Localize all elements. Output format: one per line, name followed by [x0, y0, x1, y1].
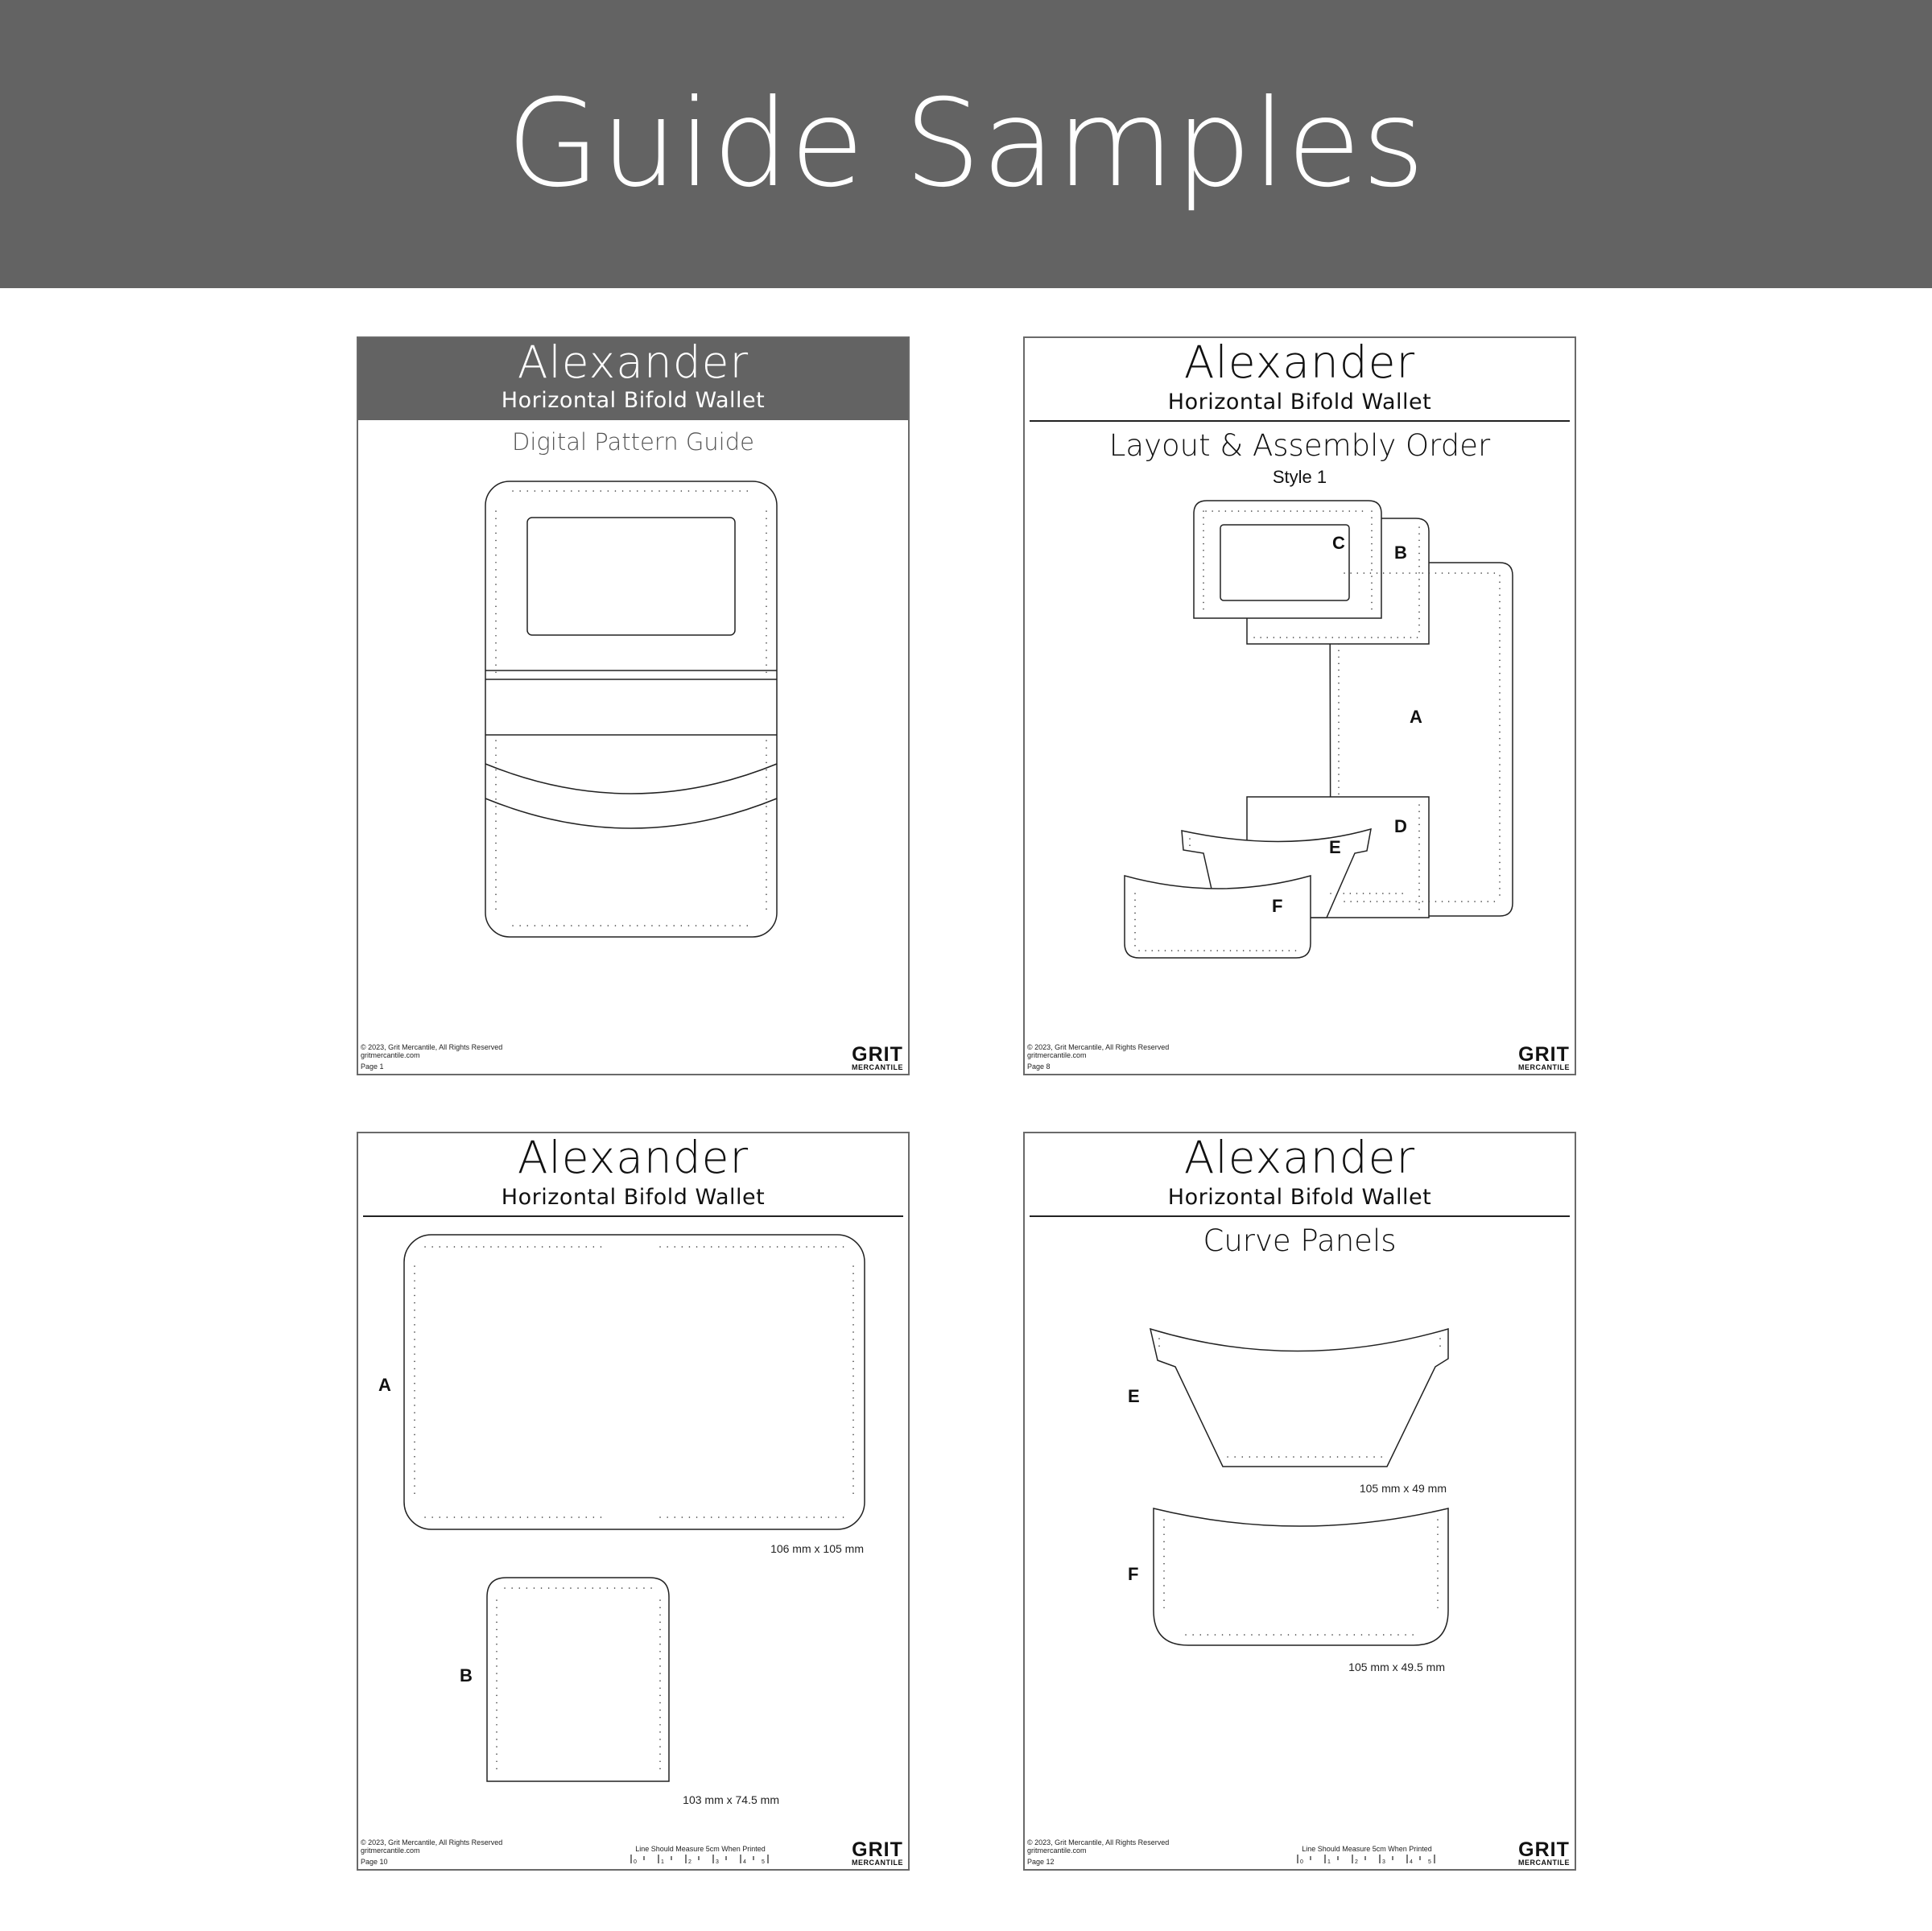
grit-logo: GRIT MERCANTILE — [852, 1043, 903, 1071]
svg-text:4: 4 — [1410, 1859, 1413, 1864]
page-subtitle: Horizontal Bifold Wallet — [501, 388, 766, 413]
svg-text:2: 2 — [688, 1859, 691, 1864]
svg-text:4: 4 — [743, 1859, 746, 1864]
guide-page-1 — [357, 336, 910, 1075]
piece-label-a: A — [378, 1375, 391, 1395]
svg-text:3: 3 — [716, 1859, 719, 1864]
section-subtitle: Style 1 — [1272, 467, 1327, 487]
svg-text:5: 5 — [762, 1859, 765, 1864]
piece-label-d: D — [1394, 816, 1407, 836]
piece-label-f: F — [1128, 1564, 1139, 1584]
svg-text:2: 2 — [1355, 1859, 1358, 1864]
dimension-a: 106 mm x 105 mm — [770, 1542, 864, 1555]
ruler-scale — [628, 1853, 773, 1864]
svg-text:5: 5 — [1428, 1859, 1431, 1864]
page-subtitle: Horizontal Bifold Wallet — [1167, 1185, 1432, 1210]
grit-logo: GRIT MERCANTILE — [852, 1838, 903, 1867]
svg-text:1: 1 — [661, 1859, 664, 1864]
dimension-b: 103 mm x 74.5 mm — [683, 1793, 779, 1806]
print-scale-ruler: Line Should Measure 5cm When Printed 0 1 2 3 4 5 — [1294, 1845, 1439, 1864]
piece-label-e: E — [1128, 1386, 1140, 1406]
svg-text:0: 0 — [634, 1859, 637, 1864]
pattern-pieces-a-b — [358, 1133, 907, 1868]
piece-label-a: A — [1410, 707, 1422, 727]
wallet-illustration — [358, 338, 907, 1073]
section-title: Layout & Assembly Order — [1108, 428, 1491, 463]
dimension-e: 105 mm x 49 mm — [1359, 1482, 1447, 1495]
page-title: Alexander — [1183, 336, 1416, 388]
grit-logo: GRIT MERCANTILE — [1518, 1838, 1570, 1867]
footer-copyright: © 2023, Grit Mercantile, All Rights Reserved gritmercantile.com Page 10 — [361, 1838, 503, 1866]
dimension-f: 105 mm x 49.5 mm — [1348, 1661, 1445, 1673]
svg-text:3: 3 — [1382, 1859, 1385, 1864]
guide-page-12 — [1023, 1132, 1576, 1871]
ruler-scale — [1294, 1853, 1439, 1864]
page-subtitle: Horizontal Bifold Wallet — [501, 1185, 766, 1210]
footer-copyright: © 2023, Grit Mercantile, All Rights Reserved gritmercantile.com Page 12 — [1027, 1838, 1170, 1866]
page-subtitle: Horizontal Bifold Wallet — [1167, 390, 1432, 415]
footer-copyright: © 2023, Grit Mercantile, All Rights Reserved gritmercantile.com Page 1 — [361, 1043, 503, 1071]
pattern-pieces-e-f — [1025, 1133, 1574, 1868]
grit-logo: GRIT MERCANTILE — [1518, 1043, 1570, 1071]
banner-title: Guide Samples — [506, 74, 1426, 214]
guide-page-10 — [357, 1132, 910, 1871]
footer-copyright: © 2023, Grit Mercantile, All Rights Reserved gritmercantile.com Page 8 — [1027, 1043, 1170, 1071]
svg-text:1: 1 — [1327, 1859, 1331, 1864]
svg-text:0: 0 — [1300, 1859, 1303, 1864]
assembly-diagram — [1025, 338, 1574, 1073]
piece-label-f: F — [1272, 896, 1283, 916]
page-title: Alexander — [517, 1132, 749, 1183]
page-title: Alexander — [1183, 1132, 1416, 1183]
piece-label-b: B — [1394, 543, 1407, 563]
section-title: Digital Pattern Guide — [512, 428, 754, 456]
guide-page-8 — [1023, 336, 1576, 1075]
page-title: Alexander — [517, 336, 749, 388]
print-scale-ruler: Line Should Measure 5cm When Printed 0 1 2 3 4 5 — [628, 1845, 773, 1864]
section-title: Curve Panels — [1203, 1223, 1397, 1258]
piece-label-c: C — [1332, 533, 1345, 553]
piece-label-e: E — [1329, 837, 1341, 857]
piece-label-b: B — [460, 1665, 473, 1685]
